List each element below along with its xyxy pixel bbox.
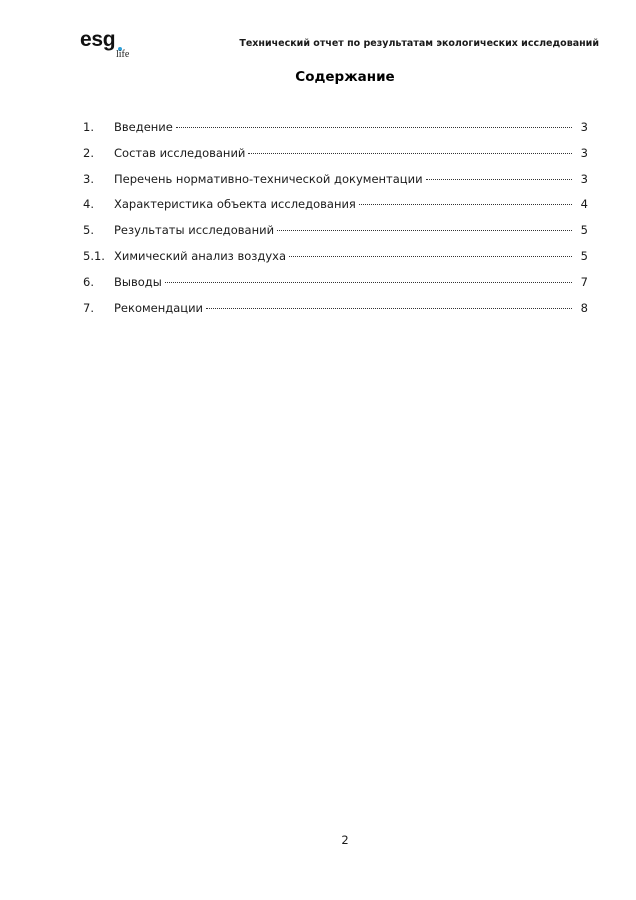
toc-entry-number: 6. bbox=[83, 274, 94, 289]
toc-dot-leader bbox=[277, 230, 572, 231]
toc-entry[interactable] bbox=[83, 169, 588, 195]
toc-entry-title: Перечень нормативно-технической документации bbox=[114, 171, 423, 186]
table-of-contents bbox=[83, 117, 588, 323]
toc-entry-page: 5 bbox=[580, 223, 588, 238]
toc-entry-page: 8 bbox=[580, 300, 588, 315]
toc-entry-title: Введение bbox=[114, 120, 173, 134]
toc-entry-number: 4. bbox=[83, 197, 94, 212]
toc-entry-page: 3 bbox=[580, 120, 588, 134]
logo-sub-text: life bbox=[116, 49, 130, 60]
toc-entry-title: Рекомендации bbox=[114, 300, 204, 315]
toc-entry-number: 3. bbox=[83, 171, 94, 186]
toc-entry[interactable] bbox=[83, 143, 588, 169]
toc-entry-page: 3 bbox=[580, 145, 588, 160]
toc-dot-leader bbox=[289, 256, 572, 257]
toc-entry-title: Выводы bbox=[114, 274, 162, 289]
page-title: Содержание bbox=[295, 69, 395, 85]
page-number: 2 bbox=[341, 833, 349, 847]
toc-entry-number: 1. bbox=[83, 120, 94, 134]
toc-entry[interactable] bbox=[83, 220, 588, 246]
logo-main-text: esg bbox=[80, 28, 116, 51]
toc-entry-number: 5.1. bbox=[83, 248, 105, 263]
toc-entry[interactable] bbox=[83, 117, 588, 143]
toc-entry-page: 7 bbox=[580, 274, 588, 289]
toc-entry-page: 4 bbox=[580, 197, 588, 212]
toc-entry-title: Состав исследований bbox=[114, 145, 246, 160]
esg-life-logo bbox=[80, 28, 140, 62]
toc-dot-leader bbox=[206, 308, 572, 309]
toc-entry[interactable] bbox=[83, 246, 588, 272]
toc-entry-number: 5. bbox=[83, 223, 94, 238]
toc-dot-leader bbox=[426, 179, 572, 180]
toc-entry-title: Результаты исследований bbox=[114, 223, 275, 238]
toc-dot-leader bbox=[176, 127, 572, 128]
toc-dot-leader bbox=[248, 153, 572, 154]
toc-entry[interactable] bbox=[83, 272, 588, 298]
toc-entry[interactable] bbox=[83, 298, 588, 324]
toc-entry-number: 7. bbox=[83, 300, 94, 315]
toc-entry-page: 3 bbox=[580, 171, 588, 186]
toc-entry-title: Химический анализ воздуха bbox=[114, 248, 286, 263]
toc-entry-title: Характеристика объекта исследования bbox=[114, 197, 356, 212]
toc-entry-page: 5 bbox=[580, 248, 588, 263]
report-header-title: Технический отчет по результатам экологических исследований bbox=[239, 38, 599, 49]
toc-dot-leader bbox=[165, 282, 572, 283]
toc-dot-leader bbox=[359, 204, 572, 205]
toc-entry[interactable] bbox=[83, 194, 588, 220]
toc-entry-number: 2. bbox=[83, 145, 94, 160]
